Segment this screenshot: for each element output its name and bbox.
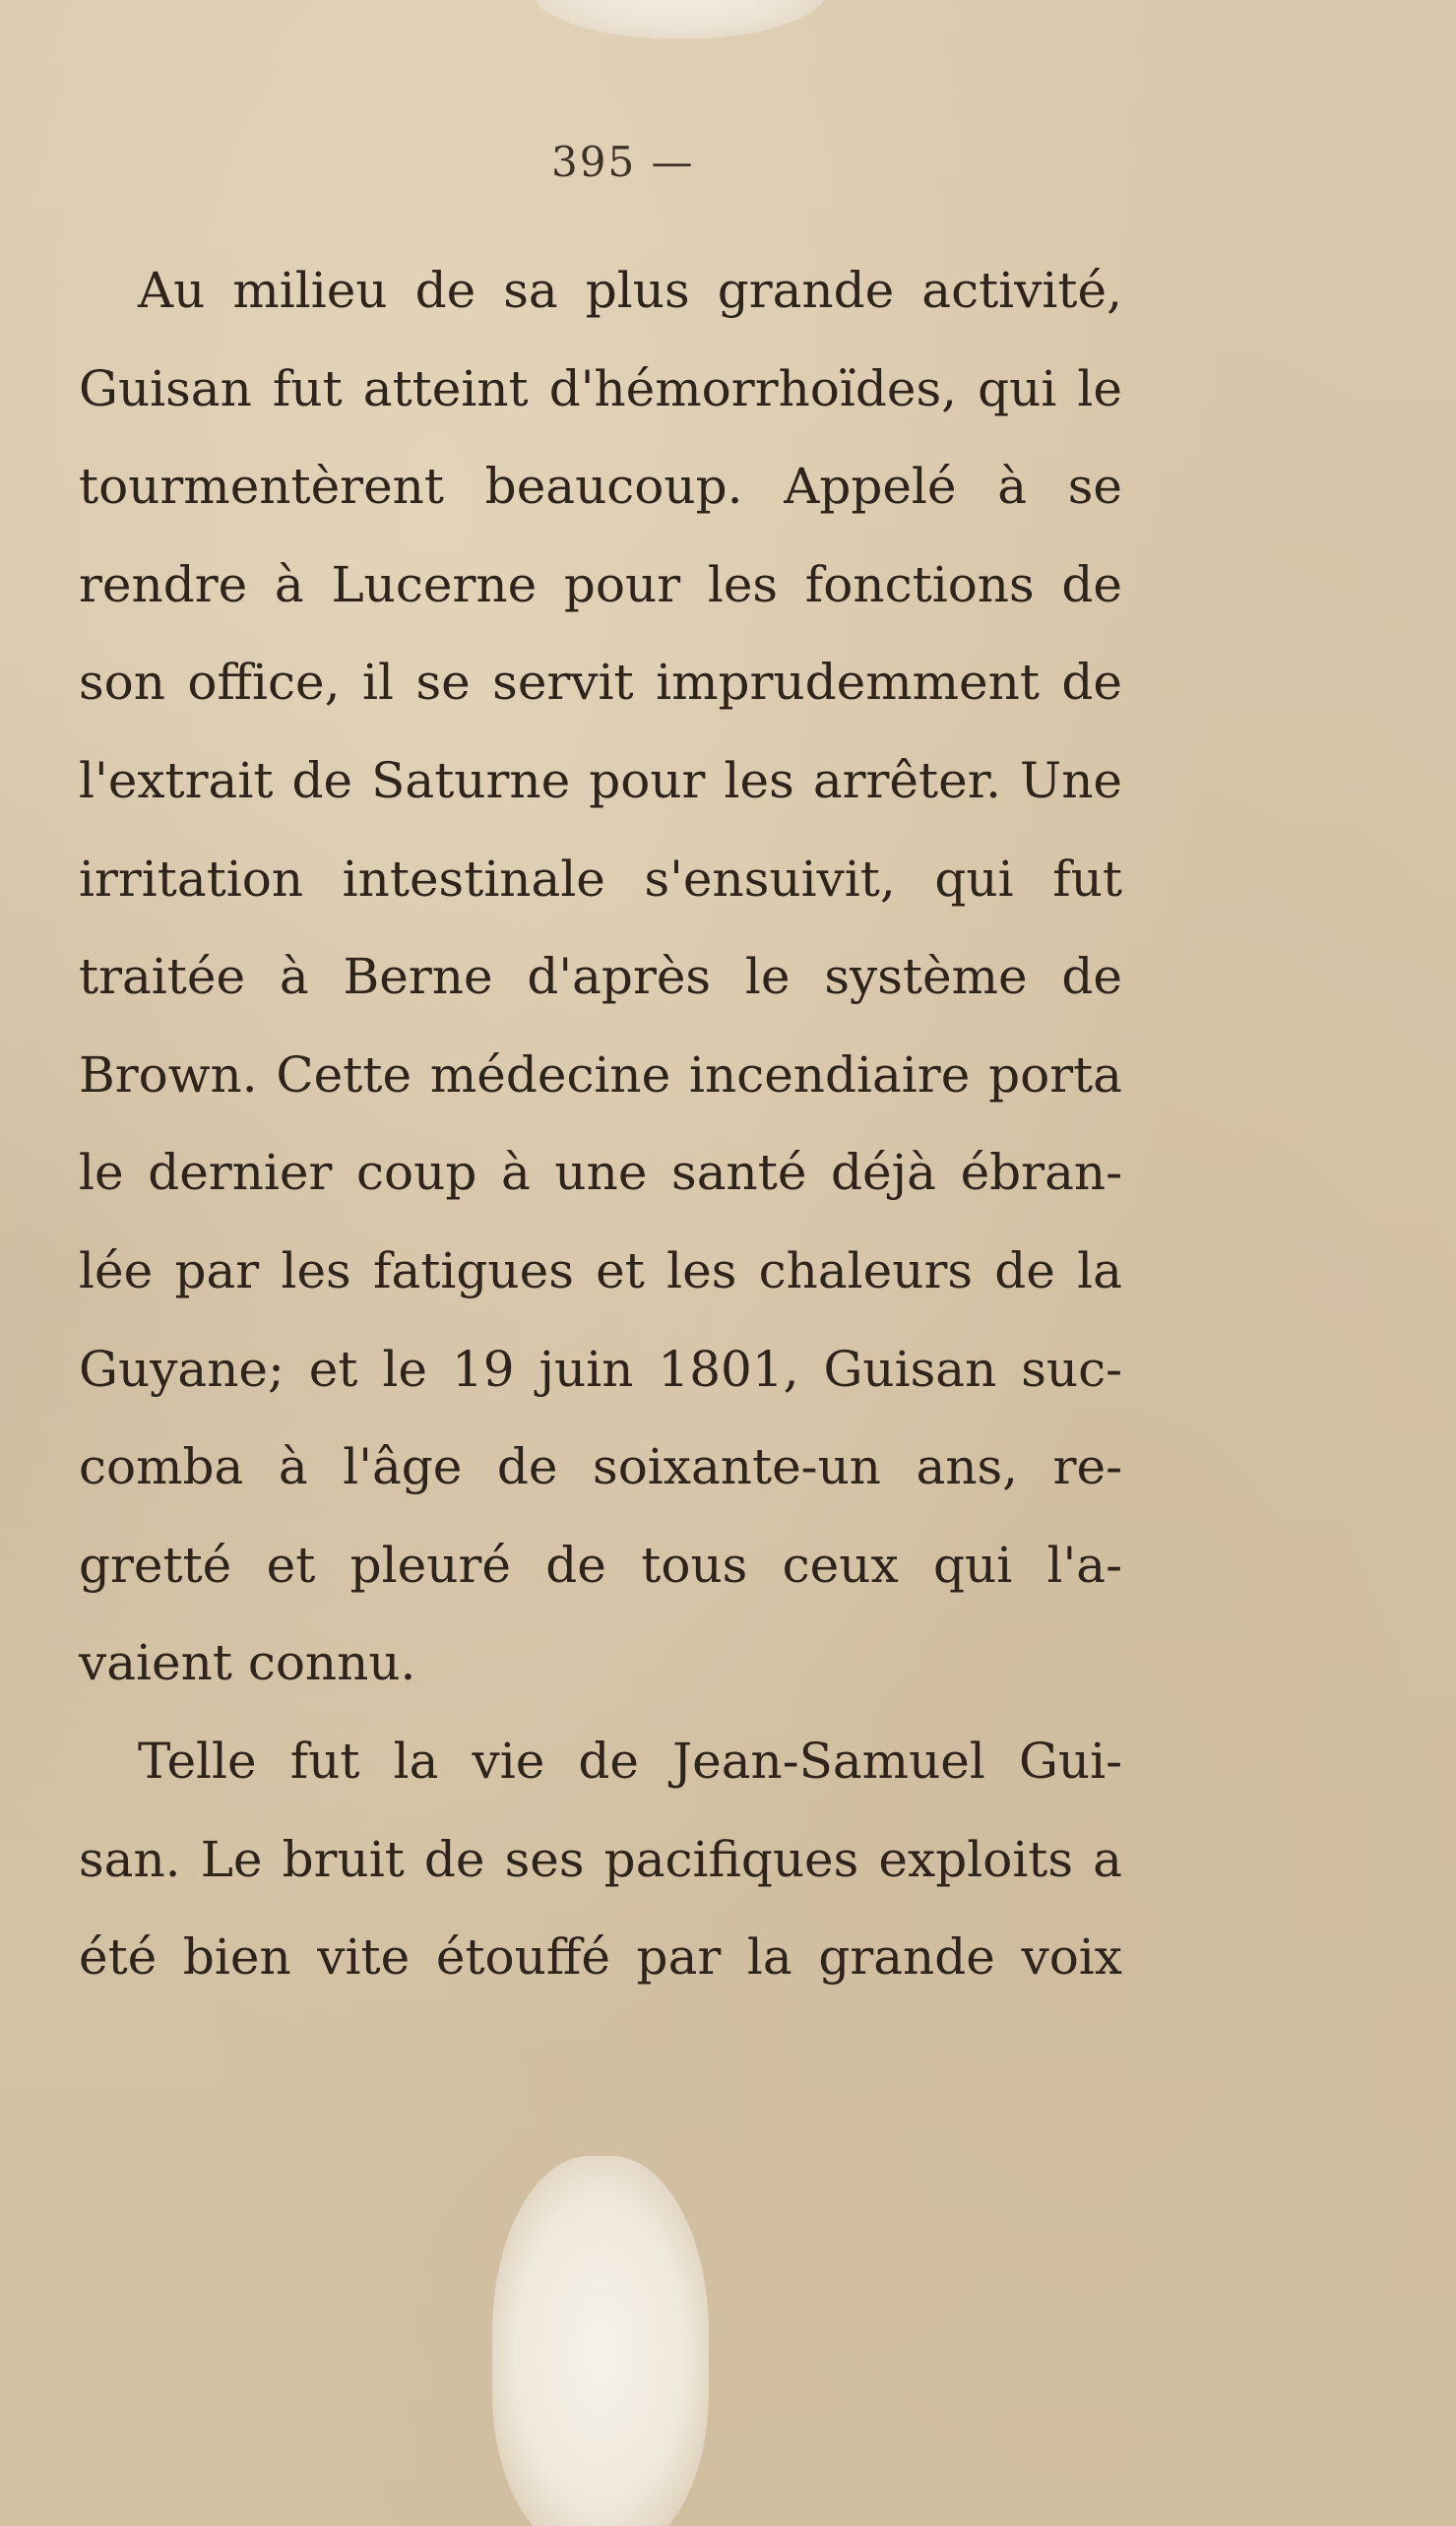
- text-line: Telle fut la vie de Jean-Samuel Gui-: [138, 1732, 1122, 1790]
- text-line: été bien vite étouffé par la grande voix: [79, 1928, 1122, 1987]
- text-line: son office, il se servit imprudemment de: [79, 654, 1122, 712]
- text-line: Guisan fut atteint d'hémorrhoïdes, qui le: [79, 359, 1122, 417]
- text-line: irritation intestinale s'ensuivit, qui fut: [79, 850, 1122, 908]
- text-line: comba à l'âge de soixante-un ans, re-: [79, 1438, 1122, 1496]
- paragraph-1: [79, 242, 1122, 1713]
- paragraph-2: [79, 1713, 1122, 2007]
- text-line: Au milieu de sa plus grande activité,: [138, 262, 1122, 319]
- water-stain-bottom: [492, 2156, 709, 2526]
- text-line: Brown. Cette médecine incendiaire porta: [79, 1045, 1122, 1104]
- text-line: l'extrait de Saturne pour les arrêter. Une: [79, 751, 1122, 809]
- text-line: tourmentèrent beaucoup. Appelé à se: [79, 458, 1122, 516]
- text-line: vaient connu.: [79, 1634, 416, 1692]
- text-line: gretté et pleuré de tous ceux qui l'a-: [79, 1536, 1122, 1594]
- text-line: le dernier coup à une santé déjà ébran-: [79, 1144, 1122, 1202]
- text-line: traitée à Berne d'après le système de: [79, 948, 1122, 1006]
- text-line: lée par les fatigues et les chaleurs de la: [79, 1241, 1122, 1299]
- body-text: [79, 242, 1122, 2007]
- text-line: rendre à Lucerne pour les fonctions de: [79, 555, 1122, 613]
- text-line: san. Le bruit de ses pacifiques exploits a: [79, 1830, 1122, 1888]
- water-stain-top: [532, 0, 827, 39]
- page-number: 395 —: [551, 138, 695, 186]
- text-line: Guyane; et le 19 juin 1801, Guisan suc-: [79, 1340, 1122, 1398]
